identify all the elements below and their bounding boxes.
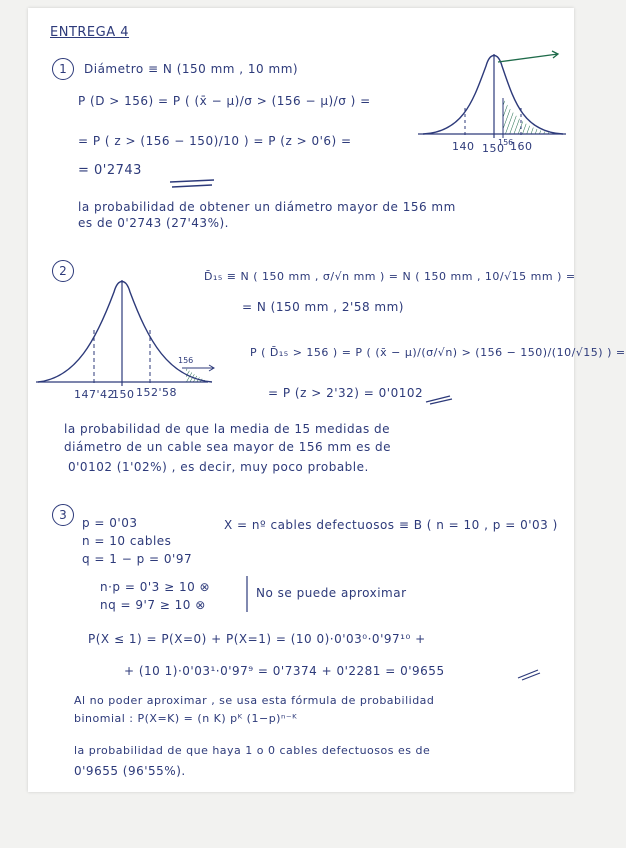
ex3-conclusion-line-1: Al no poder aproximar , se usa esta fórmula de probabilidad [74,694,435,707]
ex2-conclusion-line-1: la probabilidad de que la media de 15 medidas de [64,422,391,436]
ex2-graph-tick-150: 150 [112,388,135,401]
exercise-2-number: 2 [52,260,74,282]
ex2-normal-curve [36,270,216,390]
ex1-result: = 0'2743 [78,163,142,178]
ex2-graph-tick-147-42: 147'42 [74,388,116,401]
ex3-p-value: p = 0'03 [82,516,138,530]
ex1-conclusion-line-2: es de 0'2743 (27'43%). [78,216,229,230]
ex2-line-3: P ( D̄₁₅ > 156 ) = P ( (x̄ − μ)/(σ/√n) > (156 − 150)/(10/√15) ) = [250,346,626,359]
ex3-conclusion-line-4: 0'9655 (96'55%). [74,764,186,778]
ex1-normal-curve [418,46,568,146]
ex3-conclusion-line-3: la probabilidad de que haya 1 o 0 cables defectuosos es de [74,744,431,757]
ex3-formula-line-2: + (10 1)·0'03¹·0'97⁹ = 0'7374 + 0'2281 = 0'9655 [124,664,445,678]
page-title: ENTREGA 4 [50,25,129,40]
ex1-line-1: Diámetro ≡ N (150 mm , 10 mm) [84,62,299,76]
ex1-shaded-area [503,98,558,134]
ex3-q-value: q = 1 − p = 0'97 [82,552,193,566]
ex3-result-underline [516,668,542,682]
ex1-graph-tick-140: 140 [452,140,475,153]
ex3-nq-check: nq = 9'7 ≥ 10 ⊗ [100,598,206,612]
ex3-conclusion-line-2: binomial : P(X=K) = (n K) pᴷ (1−p)ⁿ⁻ᴷ [74,712,298,725]
ex2-line-4: = P (z > 2'32) = 0'0102 [268,386,424,400]
ex2-result-underline [424,394,454,406]
ex1-graph-tick-156: 156 [498,138,514,147]
ex1-result-underline [168,178,218,192]
ex1-line-2: P (D > 156) = P ( (x̄ − μ)/σ > (156 − μ)/σ ) = [78,94,371,108]
notebook-page [28,8,626,792]
ex2-line-2: = N (150 mm , 2'58 mm) [242,300,404,314]
exercise-3-number: 3 [52,504,74,526]
exercise-1-number: 1 [52,58,74,80]
ex3-no-approximation: No se puede aproximar [256,586,407,600]
ex1-line-3: = P ( z > (156 − 150)/10 ) = P (z > 0'6) = [78,134,352,148]
ex2-conclusion-line-3: 0'0102 (1'02%) , es decir, muy poco probable. [68,460,369,474]
ex2-graph-tick-156: 156 [178,356,194,365]
ex1-graph-tick-160: 160 [510,140,533,153]
ex3-n-value: n = 10 cables [82,534,172,548]
ex2-graph-tick-152-58: 152'58 [136,386,178,399]
ex3-distribution: X = nº cables defectuosos ≡ B ( n = 10 , p = 0'03 ) [224,518,558,532]
ex3-divider [244,574,250,614]
ex2-line-1: D̄₁₅ ≡ N ( 150 mm , σ/√n mm ) = N ( 150 mm , 10/√15 mm ) = [204,270,576,283]
ex3-np-check: n·p = 0'3 ≥ 10 ⊗ [100,580,211,594]
ex1-arrow [498,51,558,62]
ex1-conclusion-line-1: la probabilidad de obtener un diámetro mayor de 156 mm [78,200,456,214]
ex1-graph-tick-150: 150 [482,142,505,155]
ex2-conclusion-line-2: diámetro de un cable sea mayor de 156 mm es de [64,440,392,454]
ex3-formula-line-1: P(X ≤ 1) = P(X=0) + P(X=1) = (10 0)·0'03⁰·0'97¹⁰ + [88,632,426,646]
